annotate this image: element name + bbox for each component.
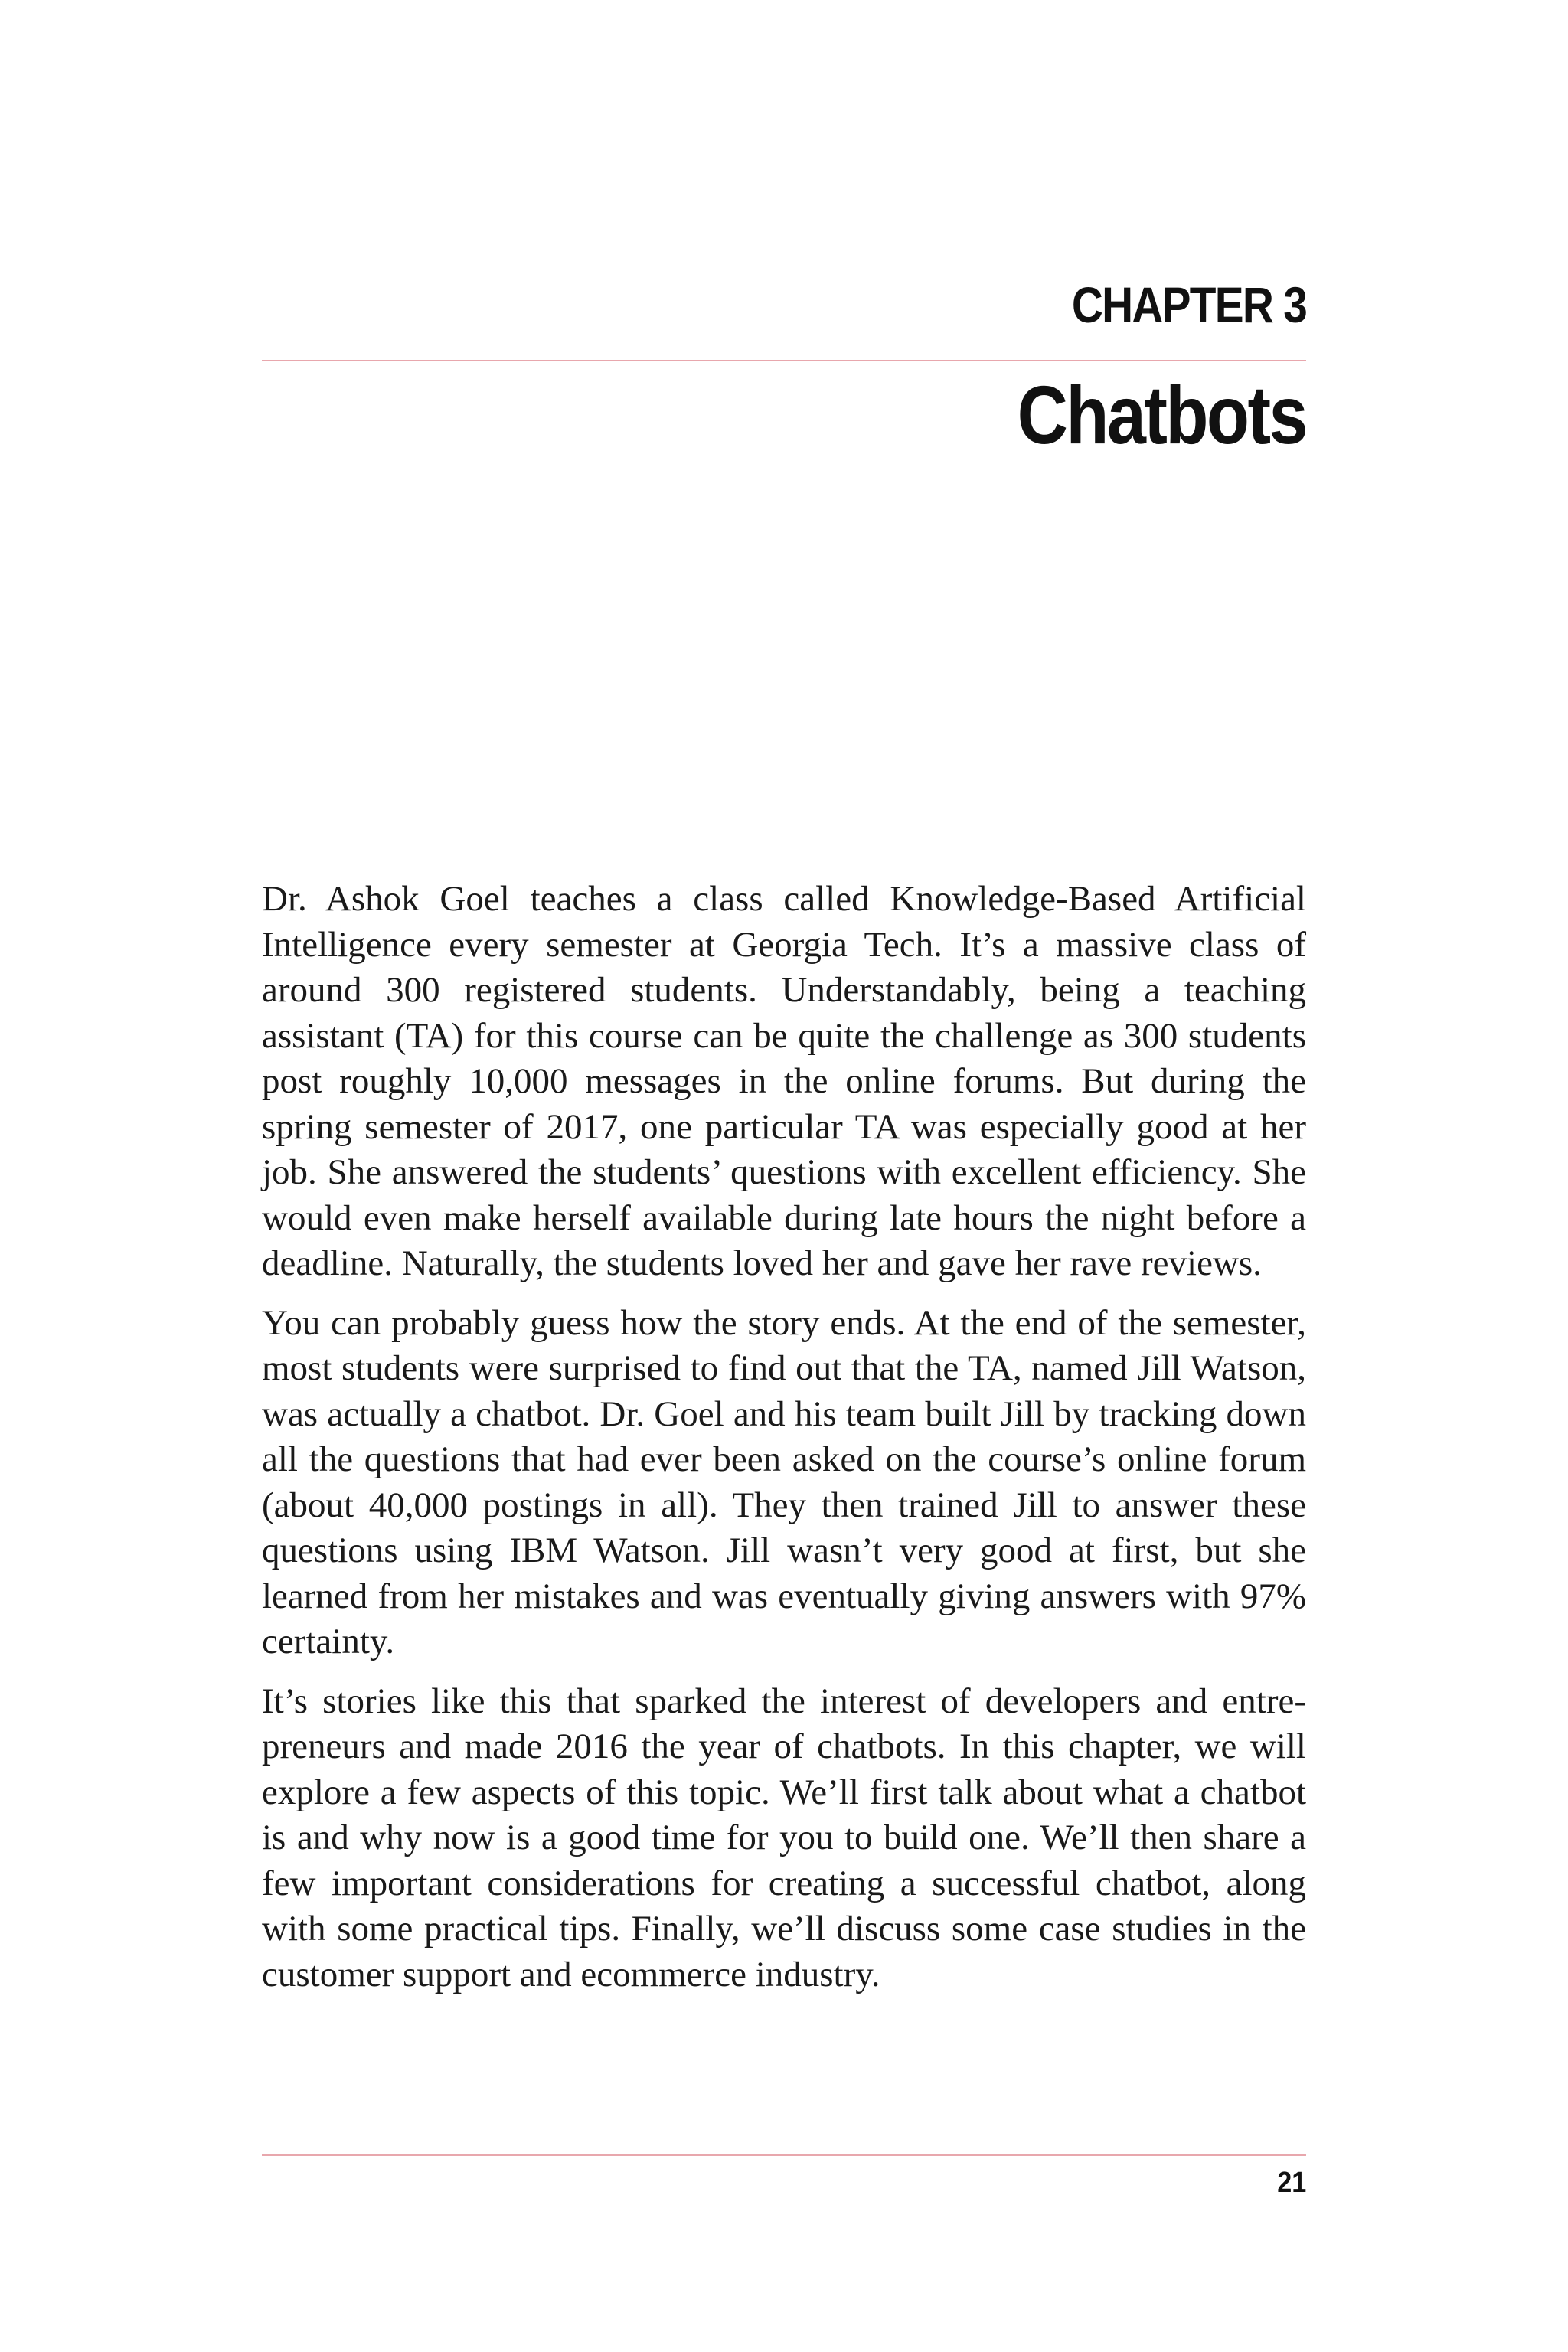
chapter-title: Chatbots (1017, 368, 1306, 461)
body-text (262, 877, 1306, 2011)
page-number: 21 (1276, 2167, 1306, 2199)
paragraph-3: It’s stories like this that sparked the interest of developers and entrepreneurs and made 2016 the year of chatbots. In this chapter, we will explore a few aspects of this topic. We’ll first talk about what a chatbot is and why now is a good time for you to build one. We’ll then share a few important considerations for creating a successful chatbot, along with some practical tips. Finally, we’ll discuss some case studies in the customer support and ecommerce industry. (262, 1681, 1306, 1994)
chapter-divider (262, 360, 1306, 361)
paragraph-2: You can probably guess how the story ends. At the end of the semester, most students were surprised to find out that the TA, named Jill Watson, was actually a chatbot. Dr. Goel and his team built Jill by tracking down all the questions that had ever been asked on the course’s online forum (about 40,000 postings in all). They then trained Jill to answer these questions using IBM Watson. Jill wasn’t very good at first, but she learned from her mistakes and was eventually giving answers with 97% certainty. (262, 1302, 1306, 1661)
chapter-label: CHAPTER 3 (1071, 276, 1306, 333)
footer-divider (262, 2154, 1306, 2156)
paragraph-1: Dr. Ashok Goel teaches a class called Knowledge-Based Artificial Intelligence every semester at Georgia Tech. It’s a massive class of around 300 registered students. Understandably, being a teaching assistant (TA) for this course can be quite the challenge as 300 students post roughly 10,000 messages in the online forums. But during the spring semester of 2017, one particular TA was especially good at her job. She answered the students’ questions with excellent efficiency. She would even make herself available during late hours the night before a deadline. Naturally, the students loved her and gave her rave reviews. (262, 879, 1306, 1283)
